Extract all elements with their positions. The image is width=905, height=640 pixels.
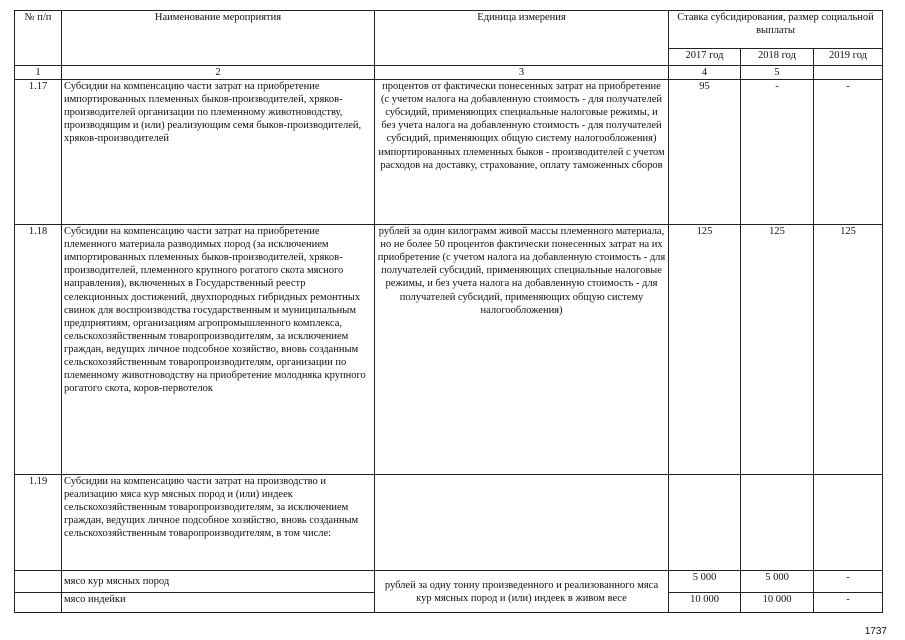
- row-unit: процентов от фактически понесенных затрат на приобретение (с учетом налога на добавленную стоимость - для получателей субсидий, применяющих специальные налоговые режимы, и без учета налога на добавленную стоимость - для получателей субсидий, применяющих общую систему налогообложения) импортированных племенных быков - производителей с учетом расходов на доставку, страхование, оплату таможенных сборов: [375, 80, 669, 225]
- subrow-value-2017: 5 000: [669, 571, 741, 593]
- header-num: № п/п: [15, 11, 62, 66]
- header-rate: Ставка субсидирования, размер социальной выплаты: [669, 11, 883, 49]
- row-value-2018: -: [741, 80, 814, 225]
- col-index-4: 4: [669, 66, 741, 80]
- header-unit: Единица измерения: [375, 11, 669, 66]
- row-unit: рублей за один килограмм живой массы племенного материала, но не более 50 процентов фактически понесенных затрат на их приобретение (с учетом налога на добавленную стоимость - для получателей субсидий, применяющих специальные налоговые режимы, и без учета налога на добавленную стоимость - для получателей субсидий, применяющих общую систему налогообложения): [375, 225, 669, 475]
- subrow-value-2019: -: [814, 593, 883, 613]
- row-value-2017: 95: [669, 80, 741, 225]
- table-subrow: [15, 571, 883, 593]
- table-row: [15, 225, 883, 475]
- row-value-2017: 125: [669, 225, 741, 475]
- row-value-2019: 125: [814, 225, 883, 475]
- subrow-value-2019: -: [814, 571, 883, 593]
- row-number: 1.18: [15, 225, 62, 475]
- subrow-unit: рублей за одну тонну произведенного и реализованного мяса кур мясных пород и (или) индеек в живом весе: [375, 571, 669, 613]
- row-name: Субсидии на компенсацию части затрат на приобретение племенного материала разводимых пород (за исключением импортированных племенных быков-производителей, хряков-производителей, племенного крупного рогатого скота мясного направления), включенных в Государственный реестр селекционных достижений, двухпородных гибридных ремонтных свинок для воспроизводства государственным и муниципальным предприятиям, организациям агропромышленного комплекса, сельскохозяйственным товаропроизводителям, за исключением граждан, ведущих личное подсобное хозяйство, вновь созданным сельскохозяйственным товаропроизводителям, организации по племенному животноводству на приобретение молодняка крупного рогатого скота, коров-первотелок: [62, 225, 375, 475]
- subsidy-table: [14, 10, 883, 613]
- subrow-name: мясо индейки: [62, 593, 375, 613]
- subrow-value-2017: 10 000: [669, 593, 741, 613]
- row-number: 1.19: [15, 475, 62, 571]
- col-index-6: [814, 66, 883, 80]
- col-index-2: 2: [62, 66, 375, 80]
- col-index-1: 1: [15, 66, 62, 80]
- page-number: 1737: [864, 626, 887, 637]
- subrow-value-2018: 10 000: [741, 593, 814, 613]
- header-name: Наименование мероприятия: [62, 11, 375, 66]
- col-index-3: 3: [375, 66, 669, 80]
- row-value-2018: 125: [741, 225, 814, 475]
- subrow-value-2018: 5 000: [741, 571, 814, 593]
- row-number: 1.17: [15, 80, 62, 225]
- col-index-5: 5: [741, 66, 814, 80]
- header-year-2017: 2017 год: [669, 49, 741, 66]
- table-row: [15, 475, 883, 571]
- header-year-2018: 2018 год: [741, 49, 814, 66]
- row-name: Субсидии на компенсацию части затрат на производство и реализацию мяса кур мясных пород и (или) индеек сельскохозяйственным товаропроизводителям, за исключением граждан, ведущих личное подсобное хозяйство, вновь созданным сельскохозяйственным товаропроизводителям, в том числе:: [62, 475, 375, 571]
- row-name: Субсидии на компенсацию части затрат на приобретение импортированных племенных быков-производителей, хряков-производителей организации по племенному животноводству, производящим и (или) реализующим семя быков-производителей, хряков-производителей: [62, 80, 375, 225]
- table-row: [15, 80, 883, 225]
- row-value-2019: -: [814, 80, 883, 225]
- header-year-2019: 2019 год: [814, 49, 883, 66]
- subrow-name: мясо кур мясных пород: [62, 571, 375, 593]
